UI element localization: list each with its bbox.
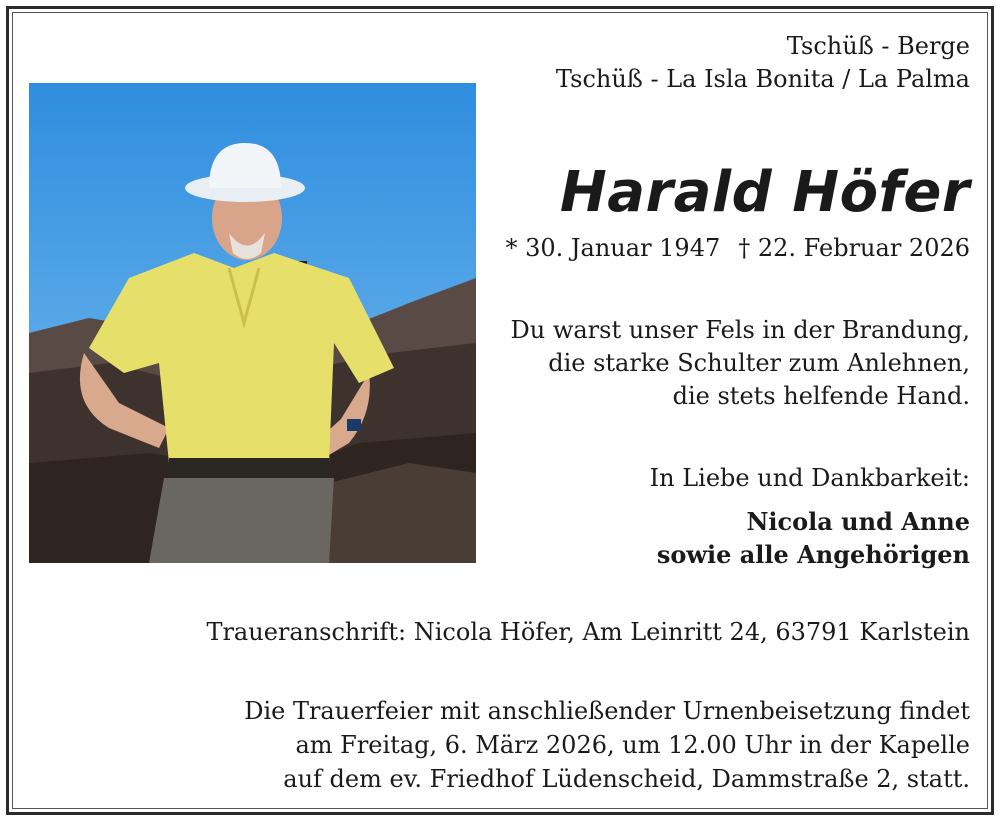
birth-date: * 30. Januar 1947 [505,234,721,262]
deceased-name: Harald Höfer [559,160,970,225]
portrait-photo [29,83,476,563]
mourners-line-1: Nicola und Anne [746,507,970,536]
farewell-motto [556,30,970,96]
death-date: † 22. Februar 2026 [738,234,970,262]
motto-line-1: Tschüß - Berge [786,32,970,60]
memorial-verse [510,314,970,413]
gratitude-line: In Liebe und Dankbarkeit: [649,464,970,492]
mourners [657,505,970,571]
verse-line-1: Du warst unser Fels in der Brandung, [510,316,970,344]
ceremony-line-2: am Freitag, 6. März 2026, um 12.00 Uhr in der Kapelle [295,731,970,759]
mourners-line-2: sowie alle Angehörigen [656,540,970,569]
ceremony-line-3: auf dem ev. Friedhof Lüdenscheid, Dammstraße 2, statt. [283,765,970,793]
verse-line-3: die stets helfende Hand. [672,382,970,410]
ceremony-notice [244,694,970,796]
life-dates [505,232,970,265]
ceremony-line-1: Die Trauerfeier mit anschließender Urnenbeisetzung findet [244,697,970,725]
verse-line-2: die starke Schulter zum Anlehnen, [548,349,970,377]
mourning-address: Traueranschrift: Nicola Höfer, Am Leinritt 24, 63791 Karlstein [206,618,970,646]
motto-line-2: Tschüß - La Isla Bonita / La Palma [555,65,970,93]
